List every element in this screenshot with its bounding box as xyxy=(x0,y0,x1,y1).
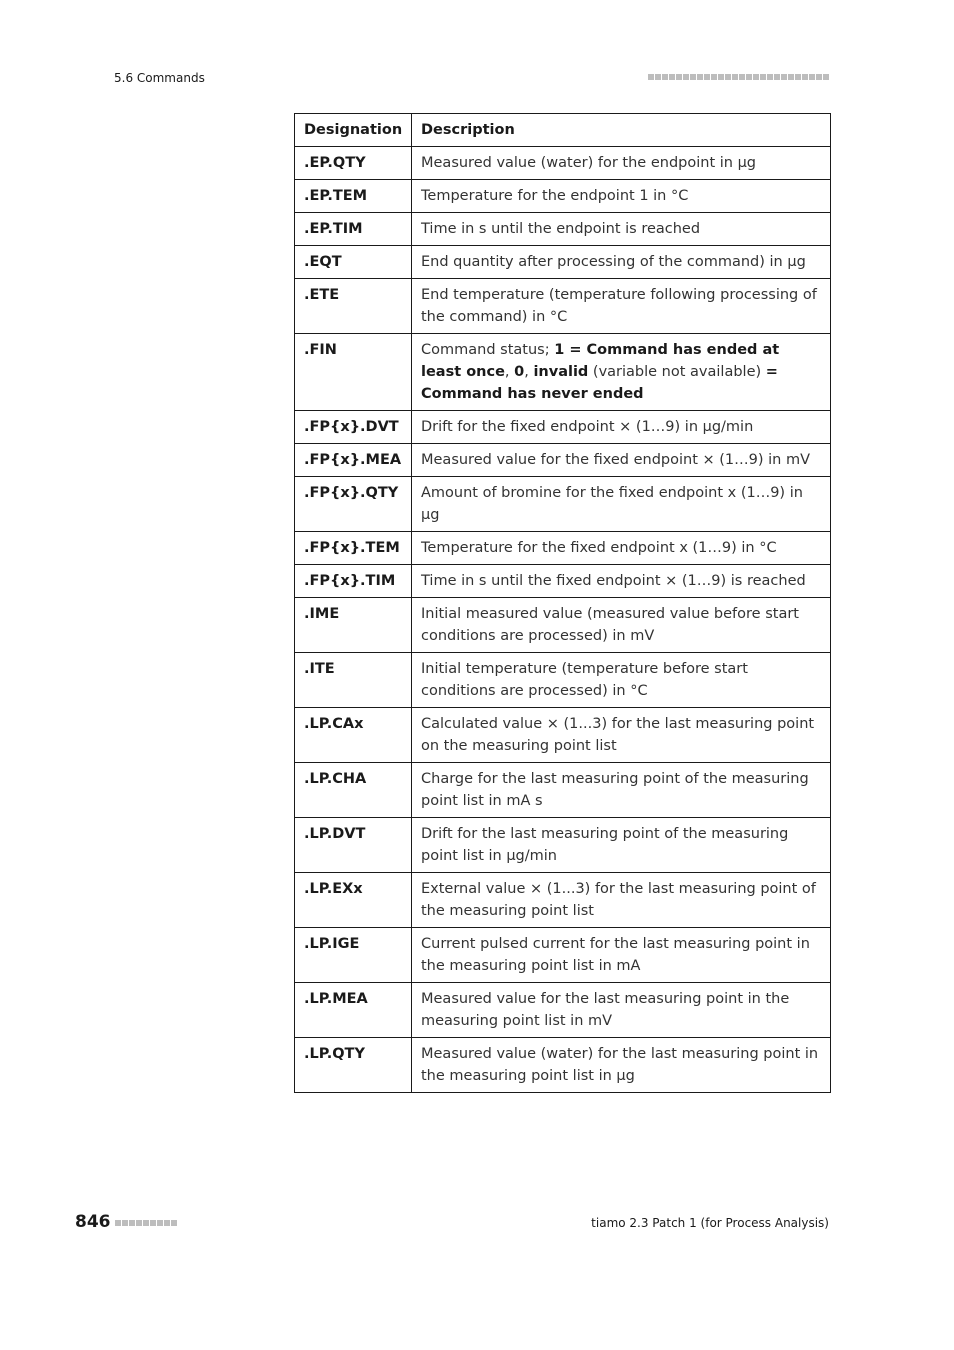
description-bold-text: 0 xyxy=(514,364,525,380)
designation-cell: .FIN xyxy=(295,334,412,411)
designation-cell: .FP{x}.TEM xyxy=(295,532,412,565)
decorative-square xyxy=(690,74,696,80)
designation-cell: .EP.TEM xyxy=(295,180,412,213)
description-text: End temperature (temperature following processing of the command) in °C xyxy=(421,287,817,325)
description-text: (variable not available) xyxy=(588,364,766,380)
table-row xyxy=(295,928,831,983)
designation-cell: .EP.TIM xyxy=(295,213,412,246)
table-row xyxy=(295,147,831,180)
decorative-square xyxy=(795,74,801,80)
description-cell xyxy=(412,147,831,180)
description-cell xyxy=(412,708,831,763)
description-text: End quantity after processing of the command) in µg xyxy=(421,254,806,270)
designation-cell: .FP{x}.TIM xyxy=(295,565,412,598)
table-row xyxy=(295,246,831,279)
decorative-square xyxy=(753,74,759,80)
description-cell xyxy=(412,983,831,1038)
description-text: Charge for the last measuring point of the measuring point list in mA s xyxy=(421,771,809,809)
description-cell xyxy=(412,1038,831,1093)
decorative-square xyxy=(767,74,773,80)
designation-cell: .ETE xyxy=(295,279,412,334)
decorative-square xyxy=(136,1220,142,1226)
description-cell xyxy=(412,334,831,411)
designation-cell: .EP.QTY xyxy=(295,147,412,180)
description-text: Measured value for the fixed endpoint × (1…9) in mV xyxy=(421,452,811,468)
decorative-square xyxy=(718,74,724,80)
description-text: Temperature for the endpoint 1 in °C xyxy=(421,188,689,204)
description-text: , xyxy=(504,364,515,380)
table-header-row xyxy=(295,114,831,147)
description-cell xyxy=(412,246,831,279)
column-header-designation: Designation xyxy=(295,114,412,147)
decorative-square xyxy=(122,1220,128,1226)
decorative-square xyxy=(823,74,829,80)
decorative-square xyxy=(697,74,703,80)
decorative-square xyxy=(676,74,682,80)
table-row xyxy=(295,444,831,477)
decorative-square xyxy=(704,74,710,80)
decorative-square xyxy=(157,1220,163,1226)
decorative-square xyxy=(760,74,766,80)
designation-cell: .FP{x}.MEA xyxy=(295,444,412,477)
decorative-square xyxy=(683,74,689,80)
description-text: Measured value for the last measuring point in the measuring point list in mV xyxy=(421,991,790,1029)
decorative-square xyxy=(129,1220,135,1226)
table-row xyxy=(295,653,831,708)
description-text: Measured value (water) for the endpoint in µg xyxy=(421,155,757,171)
designation-cell: .FP{x}.DVT xyxy=(295,411,412,444)
decorative-square xyxy=(746,74,752,80)
description-cell xyxy=(412,818,831,873)
decorative-square xyxy=(725,74,731,80)
description-cell xyxy=(412,532,831,565)
decorative-square xyxy=(648,74,654,80)
description-text: Time in s until the endpoint is reached xyxy=(421,221,701,237)
description-cell xyxy=(412,598,831,653)
running-header-section: 5.6 Commands xyxy=(114,71,205,85)
designation-cell: .EQT xyxy=(295,246,412,279)
footer-decoration xyxy=(115,1220,177,1226)
table-row xyxy=(295,180,831,213)
description-text: External value × (1...3) for the last measuring point of the measuring point list xyxy=(421,881,816,919)
table-row xyxy=(295,213,831,246)
decorative-square xyxy=(669,74,675,80)
designation-cell: .LP.EXx xyxy=(295,873,412,928)
decorative-square xyxy=(143,1220,149,1226)
table-row xyxy=(295,477,831,532)
designation-cell: .LP.CAx xyxy=(295,708,412,763)
description-cell xyxy=(412,477,831,532)
decorative-square xyxy=(802,74,808,80)
description-cell xyxy=(412,763,831,818)
designation-cell: .LP.DVT xyxy=(295,818,412,873)
table-row xyxy=(295,818,831,873)
description-text: Calculated value × (1...3) for the last measuring point on the measuring point list xyxy=(421,716,815,754)
designation-cell: .ITE xyxy=(295,653,412,708)
description-text: Drift for the last measuring point of the measuring point list in µg/min xyxy=(421,826,789,864)
decorative-square xyxy=(809,74,815,80)
description-cell xyxy=(412,279,831,334)
decorative-square xyxy=(662,74,668,80)
description-cell xyxy=(412,213,831,246)
description-cell xyxy=(412,444,831,477)
commands-table xyxy=(294,113,831,1093)
description-text: Measured value (water) for the last measuring point in the measuring point list in µg xyxy=(421,1046,819,1084)
description-text: Amount of bromine for the fixed endpoint x (1…9) in µg xyxy=(421,485,803,523)
table-row xyxy=(295,532,831,565)
decorative-square xyxy=(774,74,780,80)
description-cell xyxy=(412,928,831,983)
table-row xyxy=(295,983,831,1038)
table-row xyxy=(295,279,831,334)
decorative-square xyxy=(115,1220,121,1226)
table-row xyxy=(295,598,831,653)
description-bold-text: = Command has never ended xyxy=(421,364,778,402)
description-cell xyxy=(412,411,831,444)
decorative-square xyxy=(171,1220,177,1226)
description-text: Time in s until the fixed endpoint × (1…9) is reached xyxy=(421,573,806,589)
description-text: Drift for the fixed endpoint × (1…9) in µg/min xyxy=(421,419,754,435)
table-row xyxy=(295,334,831,411)
decorative-square xyxy=(739,74,745,80)
header-decoration xyxy=(648,74,829,80)
description-text: Command status; xyxy=(421,342,555,358)
designation-cell: .LP.IGE xyxy=(295,928,412,983)
designation-cell: .FP{x}.QTY xyxy=(295,477,412,532)
description-text: Initial temperature (temperature before start conditions are processed) in °C xyxy=(421,661,748,699)
table-row xyxy=(295,708,831,763)
table-row xyxy=(295,411,831,444)
designation-cell: .LP.QTY xyxy=(295,1038,412,1093)
column-header-description: Description xyxy=(412,114,831,147)
description-cell xyxy=(412,565,831,598)
table-row xyxy=(295,1038,831,1093)
decorative-square xyxy=(732,74,738,80)
description-text: Current pulsed current for the last measuring point in the measuring point list in mA xyxy=(421,936,810,974)
description-bold-text: 1 = Command has ended at least once xyxy=(421,342,780,380)
decorative-square xyxy=(164,1220,170,1226)
designation-cell: .LP.CHA xyxy=(295,763,412,818)
table-body xyxy=(295,147,831,1093)
decorative-square xyxy=(788,74,794,80)
decorative-square xyxy=(781,74,787,80)
description-text: , xyxy=(524,364,534,380)
description-cell xyxy=(412,873,831,928)
decorative-square xyxy=(816,74,822,80)
decorative-square xyxy=(150,1220,156,1226)
description-cell xyxy=(412,653,831,708)
designation-cell: .IME xyxy=(295,598,412,653)
description-cell xyxy=(412,180,831,213)
product-name: tiamo 2.3 Patch 1 (for Process Analysis) xyxy=(591,1216,829,1230)
decorative-square xyxy=(711,74,717,80)
description-text: Initial measured value (measured value before start conditions are processed) in mV xyxy=(421,606,799,644)
decorative-square xyxy=(655,74,661,80)
page-number: 846 xyxy=(75,1212,111,1232)
designation-cell: .LP.MEA xyxy=(295,983,412,1038)
description-text: Temperature for the fixed endpoint x (1…9) in °C xyxy=(421,540,777,556)
table-row xyxy=(295,763,831,818)
table-row xyxy=(295,873,831,928)
description-bold-text: invalid xyxy=(533,364,589,380)
table-row xyxy=(295,565,831,598)
